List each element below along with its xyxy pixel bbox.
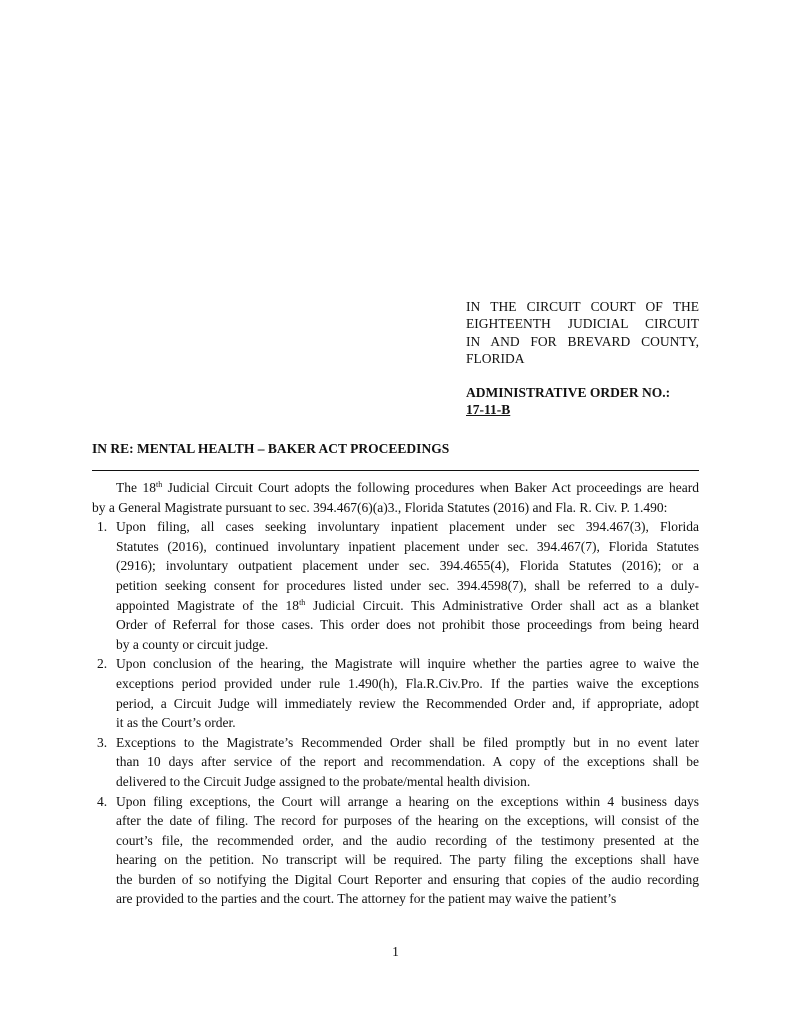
list-item <box>92 792 699 910</box>
intro-text: Judicial Circuit Court adopts the following procedures when Baker Act proceedings are heard <box>162 480 699 495</box>
intro-line <box>92 478 699 498</box>
list-item-number: 1. <box>97 519 108 535</box>
court-caption-line: IN THE CIRCUIT COURT OF THE <box>466 299 699 314</box>
ordinal-superscript: th <box>155 480 163 489</box>
list-item-line: period, a Circuit Judge will immediately review the Recommended Order and, if appropriate, adopt <box>116 695 699 711</box>
list-item-number: 4. <box>97 793 108 809</box>
order-label: ADMINISTRATIVE ORDER NO.: <box>466 385 671 400</box>
list-item-text: appointed Magistrate of the 18 <box>116 597 300 613</box>
court-caption-line: IN AND FOR BREVARD COUNTY, <box>466 333 699 349</box>
order-number: 17-11-B <box>466 402 511 418</box>
court-caption <box>466 298 699 367</box>
list-item-line: Order of Referral for those cases. This order does not prohibit those proceedings from being heard <box>116 617 699 633</box>
list-item-text: Judicial Circuit. This Administrative Order shall act as a blanket <box>305 597 699 613</box>
list-item-line: after the date of filing. The record for purposes of the hearing on the exceptions, will consist of the <box>116 813 699 829</box>
list-item <box>92 517 699 654</box>
list-item-line: the burden of so notifying the Digital Court Reporter and ensuring that copies of the audio recording <box>116 871 699 887</box>
list-item-line: than 10 days after service of the report and recommendation. A copy of the exceptions shall be <box>116 754 699 770</box>
list-item-line: by a county or circuit judge. <box>116 636 269 652</box>
list-item <box>92 733 699 792</box>
in-re-title: IN RE: MENTAL HEALTH – BAKER ACT PROCEEDINGS <box>92 441 450 456</box>
intro-paragraph <box>92 478 699 517</box>
list-item-line <box>116 596 699 616</box>
court-caption-line: FLORIDA <box>466 350 525 366</box>
list-item-line: (2916); involuntary outpatient placement under sec. 394.4655(4), Florida Statutes (2016); or a <box>116 558 699 574</box>
order-body <box>92 478 699 909</box>
list-item-number: 3. <box>97 734 108 750</box>
list-item-number: 2. <box>97 656 108 672</box>
list-item-line: Upon filing, all cases seeking involuntary inpatient placement under sec 394.467(3), Florida <box>116 519 699 535</box>
list-item <box>92 654 699 732</box>
list-item-line: are provided to the parties and the court. The attorney for the patient may waive the patient’s <box>116 891 617 907</box>
list-item-line: it as the Court’s order. <box>116 715 236 731</box>
list-item-line: hearing on the petition. No transcript will be required. The party filing the exceptions shall have <box>116 852 699 868</box>
list-item-line: delivered to the Circuit Judge assigned to the probate/mental health division. <box>116 773 531 789</box>
list-item-line: Statutes (2016), continued involuntary inpatient placement under sec. 394.467(7), Florida Statutes <box>116 538 699 554</box>
list-item-line: Upon conclusion of the hearing, the Magistrate will inquire whether the parties agree to waive the <box>116 656 699 672</box>
page-number: 1 <box>392 944 399 959</box>
ordinal-superscript: th <box>299 597 306 607</box>
intro-text: The 18 <box>116 480 156 495</box>
court-caption-line: EIGHTEENTH JUDICIAL CIRCUIT <box>466 316 699 332</box>
administrative-order-heading <box>466 384 726 419</box>
list-item-line: Exceptions to the Magistrate’s Recommended Order shall be filed promptly but in no event later <box>116 734 699 750</box>
intro-line: by a General Magistrate pursuant to sec. 394.467(6)(a)3., Florida Statutes (2016) and Fla. R. Civ. P. 1.490: <box>92 499 668 515</box>
divider-line <box>92 470 699 471</box>
list-item-line: exceptions period provided under rule 1.490(h), Fla.R.Civ.Pro. If the parties waive the exceptions <box>116 675 699 691</box>
list-item-line: court’s file, the recommended order, and the audio recording of the testimony presented at the <box>116 832 699 848</box>
list-item-line: Upon filing exceptions, the Court will arrange a hearing on the exceptions within 4 business days <box>116 793 699 809</box>
list-item-line: petition seeking consent for procedures listed under sec. 394.4598(7), shall be referred to a duly- <box>116 577 699 593</box>
